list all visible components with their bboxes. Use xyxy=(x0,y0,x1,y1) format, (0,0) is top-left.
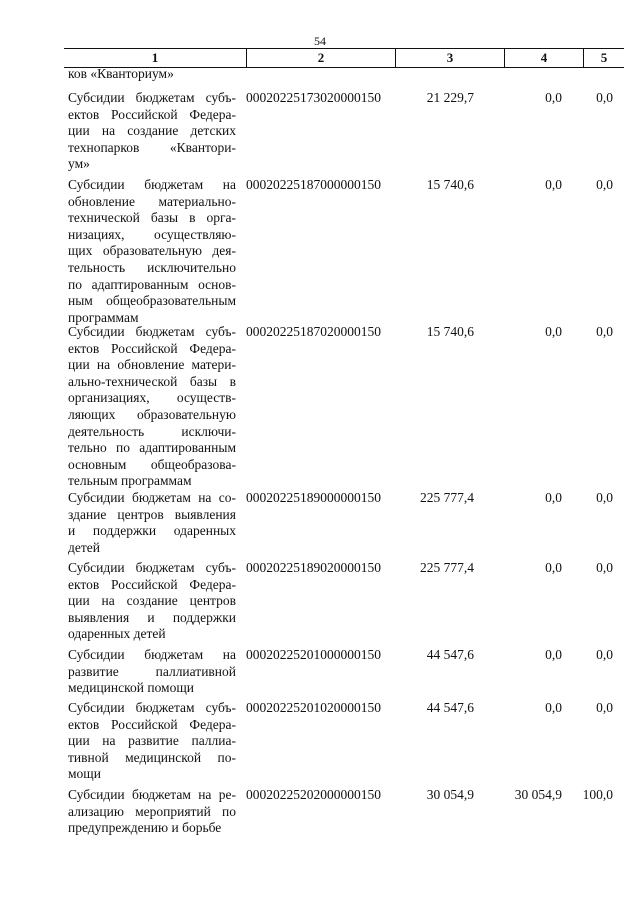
description-line: по адаптированным основ- xyxy=(68,276,236,292)
value-col-5: 0,0 xyxy=(596,90,613,105)
value-col-5: 0,0 xyxy=(596,324,613,339)
description-line: ум» xyxy=(68,156,90,172)
value-col-5: 0,0 xyxy=(596,647,613,662)
value-col-4: 0,0 xyxy=(545,700,562,715)
row-code: 00020225173020000150 xyxy=(246,90,381,105)
description-line: Субсидии бюджетам субъ- xyxy=(68,90,236,105)
description-line: ции на развитие паллиа- xyxy=(68,733,236,749)
value-col-3: 15 740,6 xyxy=(426,324,474,339)
column-header-3: 3 xyxy=(446,50,454,65)
description-line: медицинской помощи xyxy=(68,680,194,696)
description-line: ции на создание центров xyxy=(68,593,236,609)
row-code: 00020225187000000150 xyxy=(246,177,381,192)
description-line: Субсидии бюджетам на xyxy=(68,647,236,662)
description-line: основным общеобразова- xyxy=(68,456,236,472)
description-line: деятельность исключи- xyxy=(68,423,236,439)
column-header-4: 4 xyxy=(540,50,548,65)
value-col-3: 225 777,4 xyxy=(420,490,474,505)
value-col-4: 0,0 xyxy=(545,647,562,662)
description-line: детей xyxy=(68,539,100,555)
value-col-5: 100,0 xyxy=(582,787,613,802)
column-header-1: 1 xyxy=(151,50,159,65)
description-line: Субсидии бюджетам субъ- xyxy=(68,324,236,339)
value-col-3: 44 547,6 xyxy=(426,700,474,715)
column-header-5: 5 xyxy=(600,50,608,65)
value-col-3: 15 740,6 xyxy=(426,177,474,192)
description-line: обновление материально- xyxy=(68,193,236,209)
row-code: 00020225202000000150 xyxy=(246,787,381,802)
value-col-3: 21 229,7 xyxy=(426,90,474,105)
row-description xyxy=(68,177,236,326)
description-line: ектов Российской Федера- xyxy=(68,576,236,592)
description-line: тельным программам xyxy=(68,473,192,489)
description-line: тельно по адаптированным xyxy=(68,440,236,456)
description-line: низациях, осуществляю- xyxy=(68,226,236,242)
description-line: ектов Российской Федера- xyxy=(68,716,236,732)
description-line: ально-технической базы в xyxy=(68,373,236,389)
description-line: ков «Кванториум» xyxy=(68,66,174,81)
value-col-3: 30 054,9 xyxy=(426,787,474,802)
row-description xyxy=(68,90,236,173)
description-line: развитие паллиативной xyxy=(68,663,236,679)
value-col-4: 0,0 xyxy=(545,560,562,575)
row-code: 00020225201000000150 xyxy=(246,647,381,662)
description-line: организациях, осуществ- xyxy=(68,390,236,406)
description-line: здание центров выявления xyxy=(68,506,236,522)
row-code: 00020225187020000150 xyxy=(246,324,381,339)
description-line: Субсидии бюджетам на ре- xyxy=(68,787,236,802)
description-line: ализацию мероприятий по xyxy=(68,803,236,819)
description-line: выявления и поддержки xyxy=(68,609,236,625)
value-col-5: 0,0 xyxy=(596,177,613,192)
description-line: технопарков «Квантори- xyxy=(68,139,236,155)
description-line: ции на обновление матери- xyxy=(68,357,236,373)
description-line: тельность исключительно xyxy=(68,259,236,275)
row-description xyxy=(68,490,236,556)
page-number: 54 xyxy=(314,34,326,48)
description-line: Субсидии бюджетам на xyxy=(68,177,236,192)
description-line: технической базы в орга- xyxy=(68,210,236,226)
row-description xyxy=(68,66,236,83)
row-code: 00020225189020000150 xyxy=(246,560,381,575)
value-col-3: 225 777,4 xyxy=(420,560,474,575)
table-header xyxy=(64,48,624,68)
description-line: мощи xyxy=(68,766,101,782)
value-col-5: 0,0 xyxy=(596,560,613,575)
description-line: Субсидии бюджетам на со- xyxy=(68,490,236,505)
row-code: 00020225189000000150 xyxy=(246,490,381,505)
value-col-3: 44 547,6 xyxy=(426,647,474,662)
description-line: программам xyxy=(68,309,139,325)
value-col-4: 0,0 xyxy=(545,490,562,505)
value-col-4: 0,0 xyxy=(545,324,562,339)
description-line: ляющих образовательную xyxy=(68,406,236,422)
description-line: и поддержки одаренных xyxy=(68,523,236,539)
description-line: ции на создание детских xyxy=(68,123,236,139)
description-line: ектов Российской Федера- xyxy=(68,340,236,356)
value-col-4: 30 054,9 xyxy=(514,787,562,802)
value-col-5: 0,0 xyxy=(596,490,613,505)
description-line: одаренных детей xyxy=(68,626,166,642)
description-line: тивной медицинской по- xyxy=(68,749,236,765)
row-description xyxy=(68,787,236,837)
description-line: ектов Российской Федера- xyxy=(68,106,236,122)
description-line: щих образовательную дея- xyxy=(68,243,236,259)
description-line: Субсидии бюджетам субъ- xyxy=(68,560,236,575)
description-line: ным общеобразовательным xyxy=(68,293,236,309)
row-description xyxy=(68,324,236,490)
column-header-2: 2 xyxy=(317,50,325,65)
value-col-5: 0,0 xyxy=(596,700,613,715)
description-line: предупреждению и борьбе xyxy=(68,820,222,836)
value-col-4: 0,0 xyxy=(545,177,562,192)
row-description xyxy=(68,560,236,643)
description-line: Субсидии бюджетам субъ- xyxy=(68,700,236,715)
row-code: 00020225201020000150 xyxy=(246,700,381,715)
row-description xyxy=(68,700,236,783)
value-col-4: 0,0 xyxy=(545,90,562,105)
row-description xyxy=(68,647,236,697)
